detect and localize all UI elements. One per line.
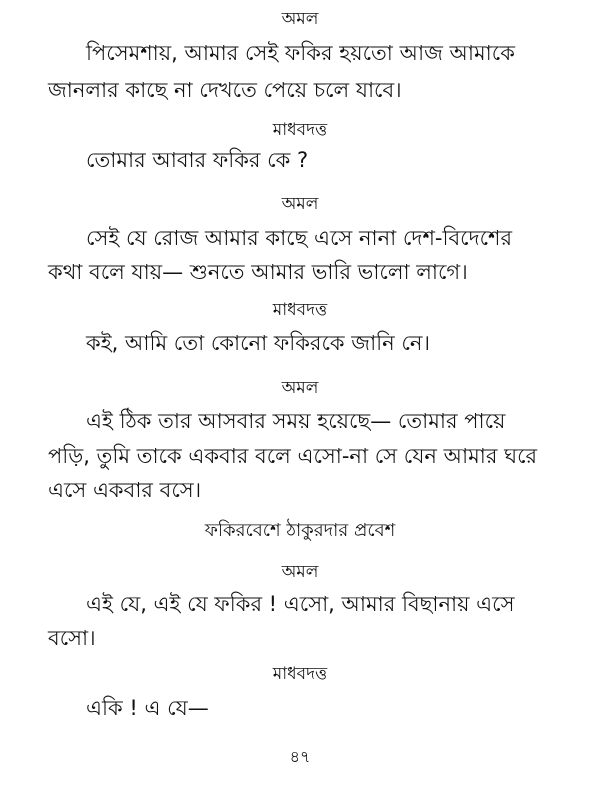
speaker-name: অমল <box>281 378 319 398</box>
dialogue-line: এই যে, এই যে ফকির ! এসো, আমার বিছানায় এসে <box>86 592 515 616</box>
stage-direction: ফকিরবেশে ঠাকুরদার প্রবেশ <box>204 520 396 541</box>
dialogue-line: কই, আমি তো কোনো ফকিরকে জানি নে। <box>86 331 430 355</box>
dialogue-line: এই ঠিক তার আসবার সময় হয়েছে— তোমার পায়ে <box>86 409 506 433</box>
speaker-name: মাধবদত্ত <box>272 664 328 684</box>
dialogue-line: তোমার আবার ফকির কে ? <box>86 148 309 172</box>
speaker-name: অমল <box>281 562 319 582</box>
speaker-name: অমল <box>281 9 319 29</box>
dialogue-line: সেই যে রোজ আমার কাছে এসে নানা দেশ-বিদেশের <box>86 226 513 250</box>
dialogue-line: কথা বলে যায়— শুনতে আমার ভারি ভালো লাগে। <box>48 260 468 284</box>
dialogue-line: বসো। <box>48 626 96 650</box>
dialogue-line: পড়ি, তুমি তাকে একবার বলে এসো-না সে যেন আমার ঘরে <box>48 444 538 468</box>
dialogue-line: এসে একবার বসে। <box>48 478 202 502</box>
speaker-name: মাধবদত্ত <box>272 300 328 320</box>
page-number: ৪৭ <box>289 747 311 766</box>
dialogue-line: জানলার কাছে না দেখতে পেয়ে চলে যাবে। <box>48 78 402 102</box>
dialogue-line: পিসেমশায়, আমার সেই ফকির হয়তো আজ আমাকে <box>86 41 515 65</box>
dialogue-line: একি ! এ যে— <box>86 696 209 720</box>
speaker-name: মাধবদত্ত <box>272 120 328 140</box>
speaker-name: অমল <box>281 194 319 214</box>
